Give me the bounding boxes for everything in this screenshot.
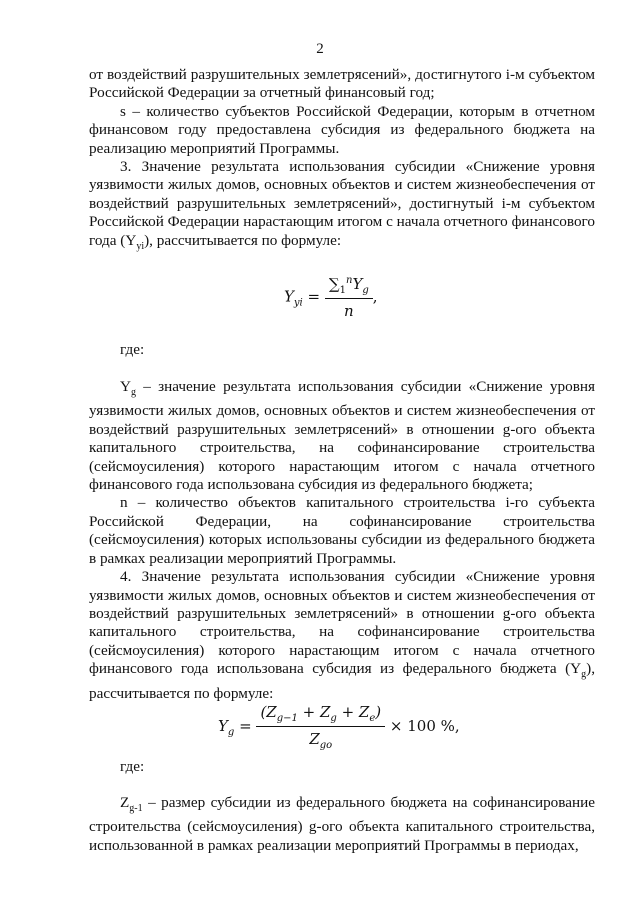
- fraction: [256, 703, 385, 751]
- paragraph-item-4: 4. Значение результата использования субсидии «Снижение уровня уязвимости жилых домов, основных объектов и систем жизнеобеспечения от воздействий разрушительных землетрясений» в отношении g-ого объекта капитального строительства, на софинансирование строительства (сейсмоусиления) которого нарастающим итогом с начала отчетного финансового года использована субсидия из федерального бюджета $(Y_g)$, рассчитывается по формуле:: [89, 568, 595, 702]
- where-label-1: где:: [120, 341, 145, 358]
- text-block-bottom: [89, 794, 595, 855]
- fraction-numerator: $(Z_{g-1} + Z_g + Z_e)$: [256, 703, 385, 727]
- formula-yg: $Y_g$ = $\frac{(Z_{g-1} + Z_g + Z_e)}{Z_{go}}$ × 100 %,: [218, 703, 460, 751]
- paragraph-zg1-definition: $Z_{g-1}$ – размер субсидии из федерального бюджета на софинансирование строительства (сейсмоусиления) g-ого объекта капитального строительства, использованной в рамках реализации мероприятий Программы в периодах,: [89, 794, 595, 854]
- text-block-top: [89, 66, 595, 256]
- formula-yyi: $Y_{yi}$ = $\frac{\sum_1^nY_g}{n}$ ,: [284, 275, 378, 320]
- fraction-denominator: $Z_{go}$: [309, 730, 333, 751]
- paragraph-item-3: 3. Значение результата использования субсидии «Снижение уровня уязвимости жилых домов, основных объектов и систем жизнеобеспечения от воздействий разрушительных землетрясений», достигнутый i-м субъектом Российской Федерации нарастающим итогом с начала отчетного финансового года $(Y_{yi})$, рассчитывается по формуле:: [89, 158, 595, 252]
- paragraph-n-definition: n – количество объектов капитального строительства i-го субъекта Российской Федерации, на софинансирование строительства (сейсмоусиления) которых использованы субсидии из федерального бюджета в рамках реализации мероприятий Программы.: [89, 494, 595, 567]
- page-number: 2: [316, 41, 324, 57]
- text-block-middle: [89, 378, 595, 703]
- paragraph-continuation: от воздействий разрушительных землетрясений», достигнутого i-м субъектом Российской Федерации за отчетный финансовый год;: [89, 66, 595, 102]
- fraction: [325, 275, 373, 320]
- where-label-2: где:: [120, 758, 145, 775]
- paragraph-yg-definition: $Y_g$ – значение результата использования субсидии «Снижение уровня уязвимости жилых домов, основных объектов и систем жизнеобеспечения от воздействий разрушительных землетрясений» в отношении g-ого объекта капитального строительства, на софинансирование строительства (сейсмоусиления) которого нарастающим итогом с начала отчетного финансового года использована субсидия из федерального бюджета;: [89, 378, 595, 494]
- fraction-numerator: $\sum_1^nY_g$: [325, 275, 373, 299]
- fraction-denominator: n: [343, 302, 354, 320]
- paragraph-s-definition: s – количество субъектов Российской Федерации, которым в отчетном финансовом году предоставлена субсидия из федерального бюджета на реализацию мероприятий Программы.: [89, 102, 595, 157]
